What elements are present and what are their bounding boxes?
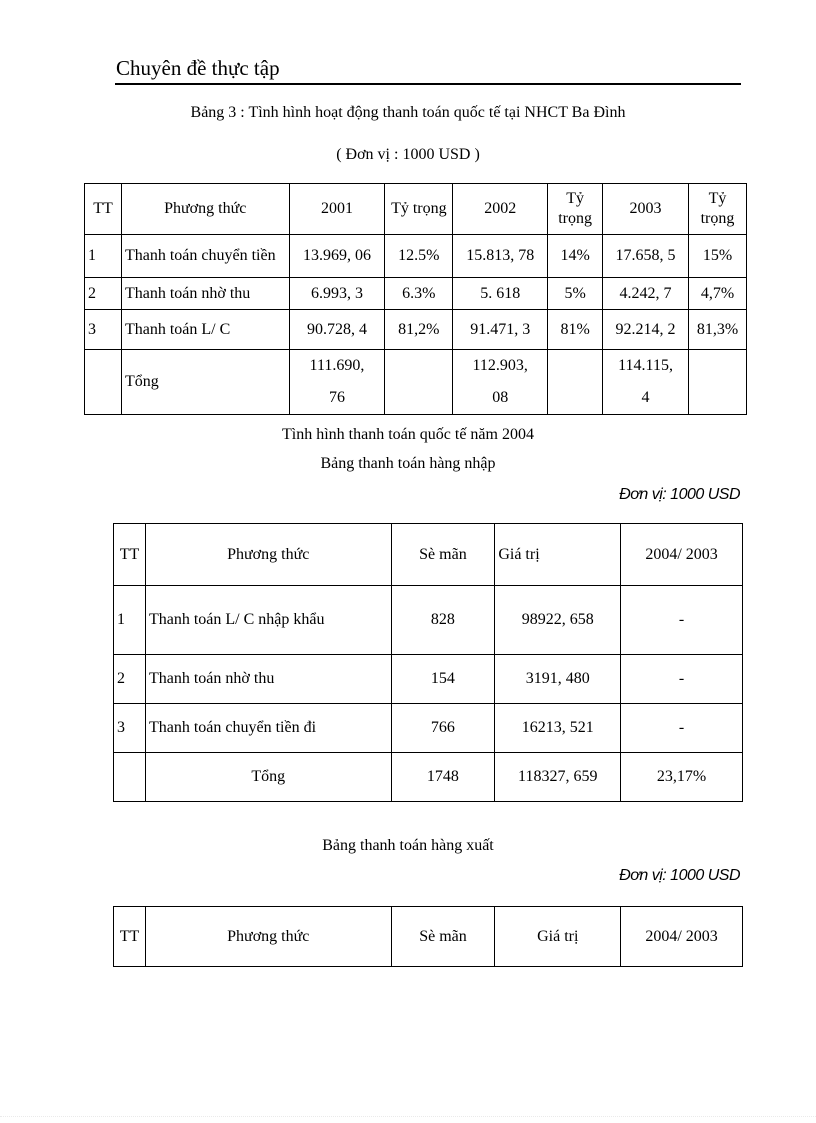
import-table-unit: Đơn vị: 1000 USD [619,486,740,503]
cell: 91.471, 3 [453,310,548,350]
cell: - [621,655,743,704]
header-cell: Sè mãn [391,524,495,586]
cell: 13.969, 06 [289,235,385,278]
cell: 6.3% [385,278,453,310]
header-cell: Sè mãn [391,907,495,967]
header-cell: Phương thức [145,524,391,586]
header-cell: 2003 [603,184,689,235]
total-2002 [453,350,548,415]
cell: 3191, 480 [495,655,621,704]
total-2002-line2: 08 [492,389,509,406]
cell: Thanh toán L/ C nhập khẩu [145,586,391,655]
table-international-payments-2001-2003 [84,183,747,415]
cell: 4.242, 7 [603,278,689,310]
cell: 14% [548,235,603,278]
import-table-caption: Bảng thanh toán hàng nhập [320,455,496,472]
header-cell: TT [114,907,146,967]
cell: - [621,586,743,655]
cell: 15% [688,235,746,278]
table-total-row [85,350,747,415]
cell: - [621,704,743,753]
header-cell: Tỷ trọng [385,184,453,235]
cell: Thanh toán nhờ thu [145,655,391,704]
cell: Thanh toán chuyển tiền đi [145,704,391,753]
total-2001-line1: 111.690, [309,357,365,374]
total-2003 [603,350,689,415]
cell: 5% [548,278,603,310]
table-header-row [85,184,747,235]
total-2001-line2: 76 [328,389,345,406]
cell: 3 [85,310,122,350]
cell [688,350,746,415]
header-cell: Tỷ trọng [548,184,603,235]
cell: 98922, 658 [495,586,621,655]
header-cell: TT [114,524,146,586]
cell: 81,2% [385,310,453,350]
total-2003-line1: 114.115, [618,357,673,374]
header-cell: Phương thức [145,907,391,967]
cell: Thanh toán L/ C [121,310,289,350]
table1-unit: ( Đơn vị : 1000 USD ) [336,146,480,163]
header-rule [115,83,741,85]
cell: 17.658, 5 [603,235,689,278]
total-2001 [289,350,385,415]
header-cell: Giá trị [495,907,621,967]
table-row [114,586,743,655]
total-label: Tổng [121,350,289,415]
cell: 6.993, 3 [289,278,385,310]
total-label: Tổng [145,753,391,802]
table-row [114,655,743,704]
cell: 23,17% [621,753,743,802]
cell [385,350,453,415]
cell: 3 [114,704,146,753]
cell [548,350,603,415]
cell: 1 [85,235,122,278]
page-header-title: Chuyên đề thực tập [116,56,280,80]
cell: 4,7% [688,278,746,310]
cell [85,350,122,415]
header-cell: 2001 [289,184,385,235]
header-cell: 2004/ 2003 [621,524,743,586]
export-table-caption: Bảng thanh toán hàng xuất [322,837,494,854]
table-import-payments [113,523,743,802]
export-table-unit: Đơn vị: 1000 USD [619,867,740,884]
cell: 81% [548,310,603,350]
header-cell: 2004/ 2003 [621,907,743,967]
cell: 90.728, 4 [289,310,385,350]
cell: 1748 [391,753,495,802]
cell: 1 [114,586,146,655]
table-export-payments [113,906,743,967]
cell: 2 [85,278,122,310]
table-header-row [114,907,743,967]
cell: 81,3% [688,310,746,350]
cell [114,753,146,802]
table1-caption: Bảng 3 : Tình hình hoạt động thanh toán quốc tế tại NHCT Ba Đình [190,104,626,121]
header-cell: Giá trị [495,524,621,586]
table-row [85,278,747,310]
cell: 828 [391,586,495,655]
table-row [85,310,747,350]
cell: 16213, 521 [495,704,621,753]
page-footer-rule [0,1116,816,1117]
cell: 12.5% [385,235,453,278]
header-cell: Tỷ trọng [688,184,746,235]
total-2003-line2: 4 [641,389,650,406]
section-2004-title: Tình hình thanh toán quốc tế năm 2004 [282,426,534,443]
cell: 5. 618 [453,278,548,310]
cell: 154 [391,655,495,704]
cell: 92.214, 2 [603,310,689,350]
header-cell: 2002 [453,184,548,235]
table-header-row [114,524,743,586]
cell: 766 [391,704,495,753]
cell: 118327, 659 [495,753,621,802]
header-cell: Phương thức [121,184,289,235]
cell: Thanh toán nhờ thu [121,278,289,310]
cell: Thanh toán chuyển tiền [121,235,289,278]
table-row [85,235,747,278]
table-total-row [114,753,743,802]
table-row [114,704,743,753]
total-2002-line1: 112.903, [472,357,528,374]
cell: 15.813, 78 [453,235,548,278]
cell: 2 [114,655,146,704]
header-cell: TT [85,184,122,235]
